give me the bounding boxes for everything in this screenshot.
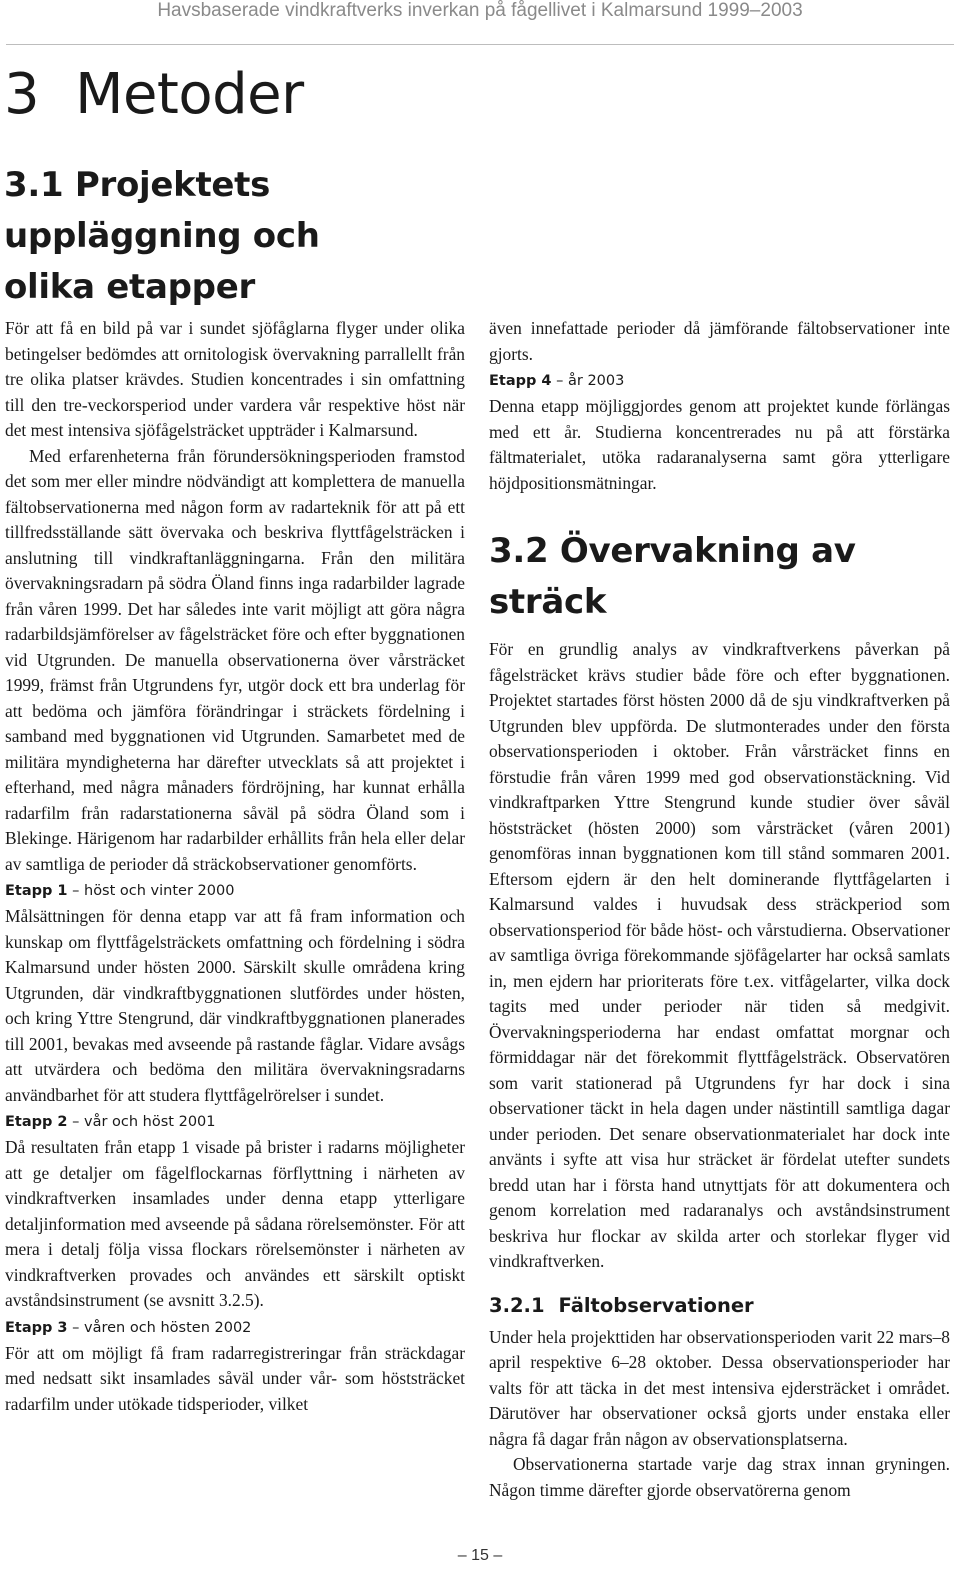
left-column (5, 316, 465, 1417)
subsection-3-2-1-heading (489, 1293, 950, 1319)
etapp-1-label: Etapp 1 (5, 883, 68, 899)
right-column (489, 316, 950, 1503)
radar-paragraph: Med erfarenheterna från förundersökningsperioden framstod det som mer eller mindre nödvändigt att komplettera de manuella fältobservationerna med någon form av radarteknik för att på ett tillfredsställande sätt övervaka och beskriva flyttfågelsträcken i anslutning till vindkraftanläggningarna. Från den militära övervakningsradarn på södra Öland finns inga radarbilder lagrade från våren 1999. Det har således inte varit möjligt att göra några radarbildsjämförelser av fågelsträcket före och efter byggnationen vid Utgrunden. De manuella observationerna över vårsträcket 1999, främst från Utgrundens fyr, utgör dock ett bra underlag för att bedöma och jämföra förändringar i sträckets fördelning i samband med byggnationen vid Utgrunden. Samarbetet med de militära myndigheterna har därefter utvecklats så att projektet i efterhand, med några månaders fördröjning, har kunnat erhålla radarfilm från radarstationerna såväl på södra Öland som i Blekinge. Härigenom har radarbilder erhållits från hela eller delar av samtliga de perioder då sträckobservationer genomförts. (5, 445, 465, 874)
chapter-title-text: Metoder (75, 62, 304, 127)
continuation-paragraph: även innefattade perioder då jämförande fältobservationer inte gjorts. (489, 318, 950, 364)
header-divider (6, 44, 954, 45)
etapp-4-label: Etapp 4 (489, 373, 552, 389)
etapp-2-heading: Etapp 2 – vår och höst 2001 (5, 1114, 216, 1130)
etapp-3-label: Etapp 3 (5, 1319, 68, 1336)
running-header: Havsbaserade vindkraftverks inverkan på fågellivet i Kalmarsund 1999–2003 (157, 0, 803, 21)
fieldobs-paragraph-2: Observationerna startade varje dag strax innan gryningen. Någon timme därefter gjorde observatörerna genom (489, 1454, 950, 1500)
subsection-title: Fältobservationer (558, 1293, 754, 1317)
etapp-4-period: år 2003 (568, 373, 625, 389)
etapp-2-period: vår och höst 2001 (84, 1114, 216, 1130)
intro-paragraph: För att få en bild på var i sundet sjöfåglarna flyger under olika betingelser bedömdes att ornitologisk övervakning parrallellt från tre olika platser krävdes. Studien koncentrades i sin omfattning till den tre-veckorsperiod under vardera vår respektive höst när det mest intensiva sjöfågelsträcket uppträder i Kalmarsund. (5, 318, 465, 440)
fieldobs-paragraph-1: Under hela projekttiden har observationsperioden varit 22 mars–8 april respektive 6–28 oktober. Dessa observationsperioder har valts för att täcka in det mest intensiva ejdersträcket i området. Därutöver har observationer också gjorts under enstaka eller några få dagar från någon av observationsplatserna. (489, 1326, 950, 1449)
etapp-2-text: Då resultaten från etapp 1 visade på brister i radarns möjligheter att ge detaljer om fågelflockarnas förflyttning i närheten av vindkraftverken insamlades under denna etapp ytterligare detaljinformation med avseende på sådana rörelsemönster. För att mera i detalj följa vissa flockars rörelsemönster i närheten av vindkraftverken provades och användes ett särskilt optiskt avståndsinstrument (se avsnitt 3.2.5). (5, 1137, 465, 1310)
etapp-2-label: Etapp 2 (5, 1114, 68, 1130)
etapp-1-heading: Etapp 1 – höst och vinter 2000 (5, 883, 235, 899)
etapp-1-text: Målsättningen för denna etapp var att få fram information och kunskap om flyttfågelsträckets omfattning och fördelning i södra Kalmarsund under hösten 2000. Särskilt skulle områdena kring Utgrunden, där vindkraftbyggnationen slutfördes under hösten, och kring Yttre Stengrund, där vindkraftbyggnationen planerades till 2001, bevakas med avseende på rastande fåglar. Vidare avsågs att utvärdera och bedöma den militära övervakningsradarns användbarhet för att studera flyttfågelrörelser i sundet. (5, 906, 465, 1105)
etapp-4-text: Denna etapp möjliggjordes genom att projektet kunde förlängas med ett år. Studierna koncentrerades nu på att förstärka fältmaterialet, utöka radaranalyserna samt göra ytterligare höjdpositionsmätningar. (489, 396, 950, 493)
etapp-1-period: höst och vinter 2000 (84, 883, 235, 899)
section-3-2-heading: 3.2 Övervakning av sträck (489, 531, 856, 622)
etapp-3-text: För att om möjligt få fram radarregistreringar från sträckdagar med nedsatt sikt insamlades såväl under vår- som höststräcket radarfilm under utökade tidsperioder, vilket (5, 1342, 465, 1414)
page-number: – 15 – (457, 1547, 503, 1564)
section-3-1-heading: 3.1 Projektets uppläggning och olika etapper (4, 165, 320, 307)
etapp-4-heading: Etapp 4 – år 2003 (489, 373, 625, 389)
chapter-title (4, 62, 304, 128)
section-3-2-text: För en grundlig analys av vindkraftverkens påverkan på fågelsträcket krävs studier både före och efter byggnationen. Projektet startades först hösten 2000 då de sju vindkraftverken på Utgrunden blev uppförda. De slutmonterades under den första observationsperioden i oktober. Från vårsträcket finns en förstudie från våren 1999 med god observationstäckning. Vid vindkraftparken Yttre Stengrund kunde studier över såväl höststräcket (hösten 2000) som vårsträcket (våren 2001) genomföras innan byggnationen kom till stånd sommaren 2001. Eftersom ejdern är den helt dominerande flyttfågelarten i Kalmarsund valdes i huvudsak dess sträckperiod som observationsperiod för både höst- och vårstudierna. Observationer av samtliga övriga förekommande sjöfågelarter har också samlats in, men ejdern har prioriterats före t.ex. vitfågelarter, vilka dock tagits med under perioder när tiden så medgivit. Övervakningsperioderna har endast omfattat morgnar och förmiddagar när det förekommit flyttfågelsträck. Observatören som varit stationerad på Utgrundens fyr har dock i sina observationer täckt in hela dagen under nästintill samtliga dagar under perioden. Det senare observationmaterialet har dock inte använts i syfte att visa hur sträcket är fördelat utefter sundets bredd utan har i första hand utnyttjats för att dokumentera och genom korrelation med radaranalys och avståndsinstrument beskriva hur flockar av skilda arter och storlekar flyger vid vindkraftverken. (489, 639, 950, 1271)
subsection-number: 3.2.1 (489, 1293, 545, 1317)
etapp-3-heading: Etapp 3 – våren och hösten 2002 (5, 1319, 252, 1336)
chapter-number: 3 (4, 62, 40, 127)
etapp-3-period: våren och hösten 2002 (84, 1319, 252, 1336)
